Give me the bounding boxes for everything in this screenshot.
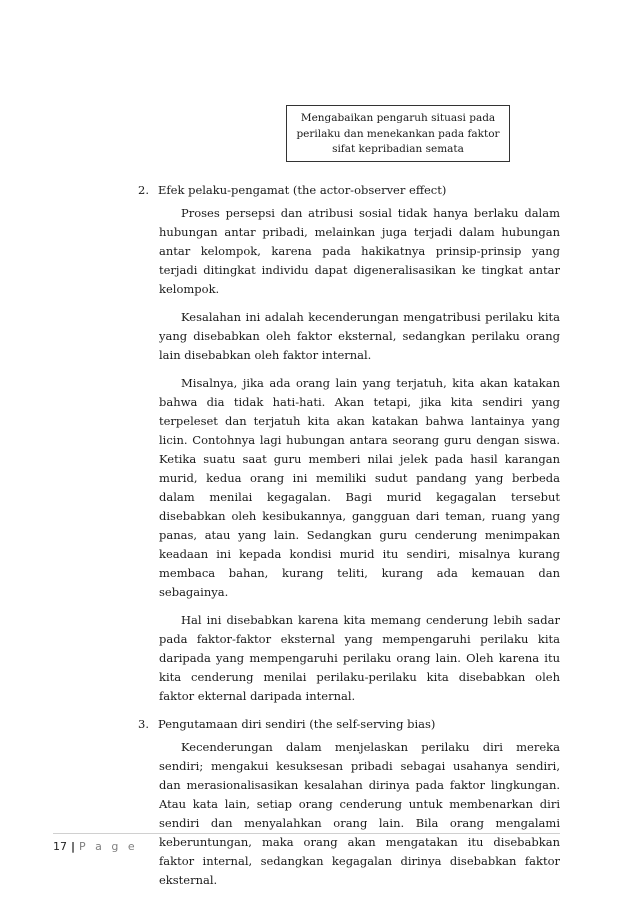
paragraph: Kesalahan ini adalah kecenderungan mengatribusi perilaku kita yang disebabkan oleh faktor eksternal, sedangkan perilaku orang lain disebabkan oleh faktor internal. [159, 310, 560, 362]
boxed-note-line: Mengabaikan pengaruh situasi pada [300, 112, 496, 124]
list-item-heading [138, 715, 560, 734]
paragraph: Proses persepsi dan atribusi sosial tidak hanya berlaku dalam hubungan antar pribadi, melainkan juga terjadi dalam hubungan antar kelompok, karena pada hakikatnya prinsip-prinsip yang terjadi ditingkat individu dapat digeneralisasikan ke tingkat antar kelompok. [159, 206, 560, 296]
page-footer [53, 840, 138, 853]
page-number: 17 [53, 840, 67, 853]
body-content [138, 181, 560, 899]
list-item-heading [138, 181, 560, 200]
boxed-note-line: perilaku dan menekankan pada faktor [296, 127, 500, 140]
list-title: Efek pelaku-pengamat (the actor-observer effect) [158, 183, 447, 197]
list-item [138, 181, 560, 706]
boxed-note-line: sifat kepribadian semata [332, 143, 464, 155]
footer-separator: | [71, 840, 76, 853]
boxed-note [286, 105, 510, 162]
list-title: Pengutamaan diri sendiri (the self-serving bias) [158, 717, 436, 731]
footer-divider [53, 833, 560, 834]
paragraph: Misalnya, jika ada orang lain yang terjatuh, kita akan katakan bahwa dia tidak hati-hati. Akan tetapi, jika kita sendiri yang terpeleset dan terjatuh kita akan katakan bahwa lantainya yang licin. Contohnya lagi hubungan antara seorang guru dengan siswa. Ketika suatu saat guru memberi nilai jelek pada hasil karangan murid, kedua orang ini memiliki sudut pandang yang berbeda dalam menilai kegagalan. Bagi murid kegagalan tersebut disebabkan oleh kesibukannya, gangguan dari teman, ruang yang panas, atau yang lain. Sedangkan guru cenderung menimpakan keadaan ini kepada kondisi murid itu sendiri, misalnya kurang membaca bahan, kurang teliti, kurang ada kemauan dan sebagainya. [159, 376, 560, 599]
list-number: 3. [138, 717, 149, 731]
page-label: P a g e [79, 840, 138, 853]
list-number: 2. [138, 183, 149, 197]
paragraph: Hal ini disebabkan karena kita memang cenderung lebih sadar pada faktor-faktor eksternal yang mempengaruhi perilaku kita daripada yang mempengaruhi perilaku orang lain. Oleh karena itu kita cenderung menilai perilaku-perilaku kita disebabkan oleh faktor ekternal daripada internal. [159, 613, 560, 703]
list-item [138, 715, 560, 890]
paragraph: Kecenderungan dalam menjelaskan perilaku diri mereka sendiri; mengakui kesuksesan pribadi sebagai usahanya sendiri, dan merasionalisasikan kesalahan dirinya pada faktor lingkungan. Atau kata lain, setiap orang cenderung untuk membenarkan diri sendiri dan menyalahkan orang lain. Bila orang mengalami keberuntungan, maka orang akan mengatakan itu disebabkan faktor internal, sedangkan kegagalan dirinya disebabkan faktor eksternal. [159, 740, 560, 887]
